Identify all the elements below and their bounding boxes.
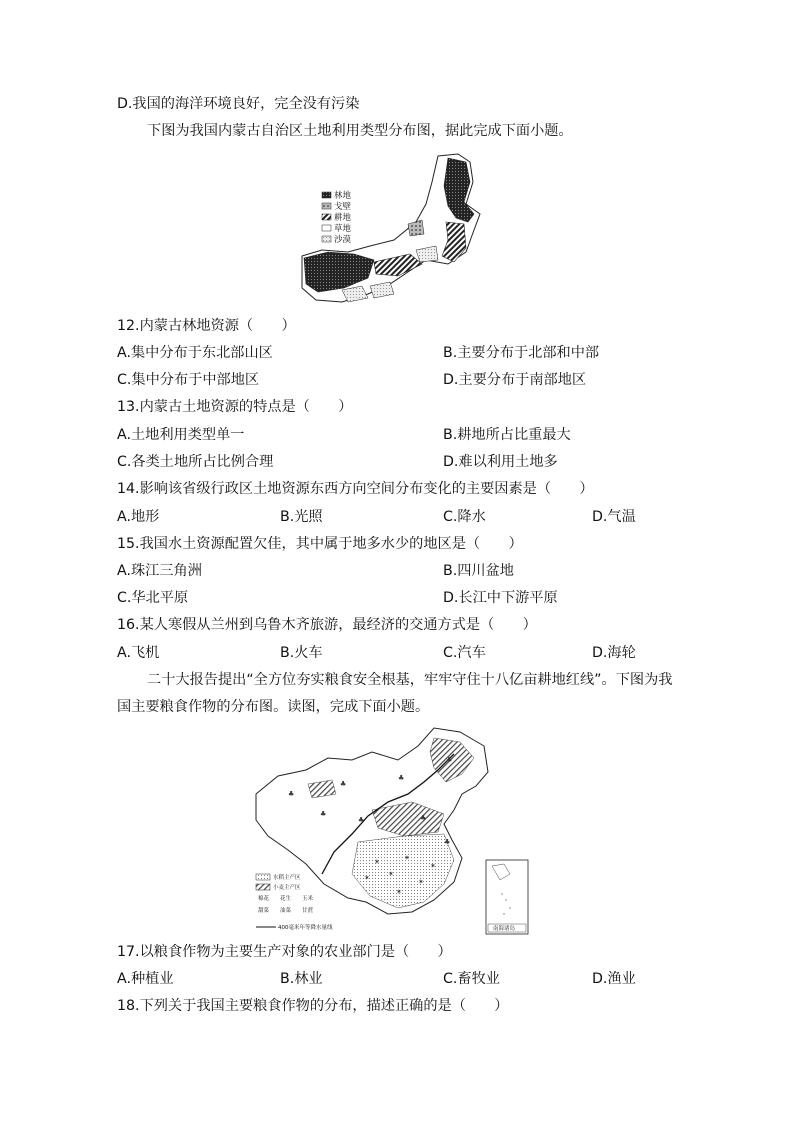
intro-grain-line1: 二十大报告提出“全方位夯实粮食安全根基，牢牢守住十八亿亩耕地红线”。下图为我	[147, 672, 673, 688]
intro-grain-line2: 国主要粮食作物的分布图。读图，完成下面小题。	[117, 699, 430, 715]
svg-text:✶: ✶	[374, 858, 380, 866]
q17-option-a: A.种植业	[117, 971, 174, 987]
svg-text:♣: ♣	[320, 810, 327, 818]
svg-text:♣: ♣	[340, 780, 347, 788]
svg-text:♣: ♣	[358, 816, 365, 824]
q15-option-c: C.华北平原	[117, 590, 189, 606]
q16-option-b: B.火车	[280, 645, 323, 661]
legend-farmland: 耕地	[334, 213, 352, 223]
svg-text:✶: ✶	[388, 870, 394, 878]
q12-option-a: A.集中分布于东北部山区	[117, 345, 273, 361]
svg-text:♣: ♣	[446, 756, 453, 764]
q12-stem: 12.内蒙古林地资源（ ）	[117, 318, 296, 334]
svg-text:✶: ✶	[418, 878, 424, 886]
q12-option-d: D.主要分布于南部地区	[443, 372, 587, 388]
q13-option-b: B.耕地所占比重最大	[443, 427, 571, 443]
q15-stem: 15.我国水土资源配置欠佳，其中属于地多水少的地区是（ ）	[117, 536, 523, 552]
legend-crops-row2: 甜菜 油菜 甘蔗	[258, 908, 314, 914]
south-china-sea-inset	[486, 860, 528, 934]
legend-crops-row1: 棉花 花生 玉米	[258, 896, 314, 902]
inner-mongolia-land-use-map	[298, 152, 488, 312]
map1-legend	[322, 190, 352, 245]
q14-stem: 14.影响该省级行政区土地资源东西方向空间分布变化的主要因素是（ ）	[117, 481, 594, 497]
svg-text:✶: ✶	[396, 888, 402, 896]
svg-text:♣: ♣	[398, 774, 405, 782]
q16-stem: 16.某人寒假从兰州到乌鲁木齐旅游，最经济的交通方式是（ ）	[117, 617, 537, 633]
q13-stem: 13.内蒙古土地资源的特点是（ ）	[117, 399, 353, 415]
legend-rice: 水稻主产区	[273, 875, 301, 881]
legend-isohyet: 400毫米年等降水量线	[278, 925, 333, 931]
q15-option-b: B.四川盆地	[443, 563, 514, 579]
legend-grassland: 草地	[334, 224, 352, 234]
q17-option-b: B.林业	[280, 971, 323, 987]
q15-option-d: D.长江中下游平原	[443, 590, 558, 606]
legend-gobi: 戈壁	[334, 202, 352, 212]
q13-option-c: C.各类土地所占比例合理	[117, 454, 274, 470]
intro-inner-mongolia: 下图为我国内蒙古自治区土地利用类型分布图，据此完成下面小题。	[147, 123, 573, 139]
q13-option-d: D.难以利用土地多	[443, 454, 558, 470]
q12-option-c: C.集中分布于中部地区	[117, 372, 260, 388]
china-grain-crops-map	[248, 724, 532, 938]
svg-text:♣: ♣	[444, 838, 451, 846]
q15-option-a: A.珠江三角洲	[117, 563, 202, 579]
q14-option-a: A.地形	[117, 509, 160, 525]
q16-option-a: A.飞机	[117, 645, 160, 661]
q11-option-d: D.我国的海洋环境良好，完全没有污染	[117, 96, 360, 112]
legend-wheat: 小麦主产区	[273, 885, 301, 891]
q17-stem: 17.以粮食作物为主要生产对象的农业部门是（ ）	[117, 944, 452, 960]
svg-text:✶: ✶	[364, 874, 370, 882]
svg-text:✶: ✶	[430, 862, 436, 870]
q17-option-d: D.渔业	[592, 971, 636, 987]
svg-text:♣: ♣	[288, 790, 295, 798]
q14-option-d: D.气温	[592, 509, 636, 525]
svg-text:✶: ✶	[404, 854, 410, 862]
legend-forest: 林地	[334, 191, 352, 201]
inset-label: 南海诸岛	[493, 926, 516, 932]
q13-option-a: A.土地利用类型单一	[117, 427, 245, 443]
q18-stem: 18.下列关于我国主要粮食作物的分布，描述正确的是（ ）	[117, 998, 509, 1014]
legend-desert: 沙漠	[334, 235, 352, 245]
q12-option-b: B.主要分布于北部和中部	[443, 345, 600, 361]
q16-option-c: C.汽车	[443, 645, 486, 661]
q14-option-b: B.光照	[280, 509, 323, 525]
q16-option-d: D.海轮	[592, 645, 636, 661]
q14-option-c: C.降水	[443, 509, 486, 525]
svg-text:♣: ♣	[420, 814, 427, 822]
q17-option-c: C.畜牧业	[443, 971, 500, 987]
